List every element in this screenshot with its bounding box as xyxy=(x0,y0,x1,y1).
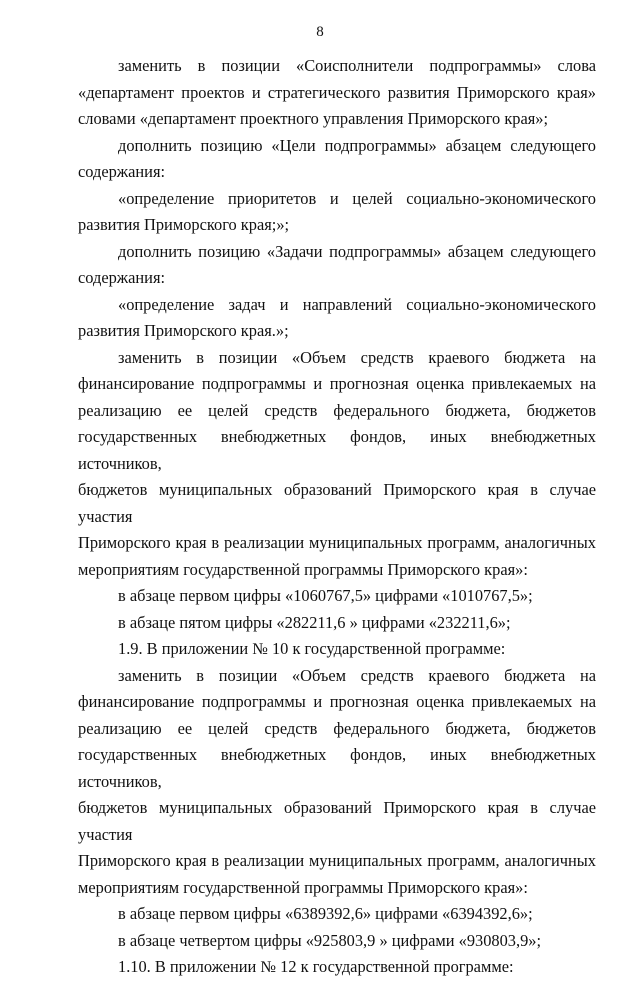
paragraph-section-heading: 1.9. В приложении № 10 к государственной программе: xyxy=(118,639,506,658)
paragraph-item: в абзаце первом цифры «6389392,6» цифрами «6394392,6»; xyxy=(118,904,533,923)
text-line: мероприятиям государственной программы Приморского края»: xyxy=(78,877,528,897)
page-number: 8 xyxy=(316,24,324,40)
paragraph-goals-text: «определение приоритетов и целей социально-экономического развития Приморского края;»; xyxy=(78,188,596,234)
paragraph-section-heading: 1.10. В приложении № 12 к государственной программе: xyxy=(118,957,514,976)
text-line: Приморского края в реализации муниципальных программ, аналогичных xyxy=(78,533,596,552)
text-line: заменить в позиции «Объем средств краевого бюджета на xyxy=(118,665,596,685)
paragraph-goals-intro: дополнить позицию «Цели подпрограммы» абзацем следующего содержания: xyxy=(78,135,596,181)
paragraph-item: в абзаце четвертом цифры «925803,9 » цифрами «930803,9»; xyxy=(118,930,542,950)
text-line: финансирование подпрограммы и прогнозная оценка привлекаемых на xyxy=(78,374,596,393)
text-line: Приморского края в реализации муниципальных программ, аналогичных xyxy=(78,851,596,870)
paragraph-item: в абзаце пятом цифры «282211,6 » цифрами «232211,6»; xyxy=(118,612,511,632)
text-line: мероприятиям государственной программы Приморского края»: xyxy=(78,559,528,579)
text-line: финансирование подпрограммы и прогнозная оценка привлекаемых на xyxy=(78,692,596,711)
text-line: государственных внебюджетных фондов, иных внебюджетных источников, xyxy=(78,427,596,473)
text-line: заменить в позиции «Объем средств краевого бюджета на xyxy=(118,347,596,367)
text-line: бюджетов муниципальных образований Приморского края в случае участия xyxy=(78,480,596,526)
document-body xyxy=(78,53,596,981)
paragraph-budget-volume-2 xyxy=(78,663,596,902)
text-line: государственных внебюджетных фондов, иных внебюджетных источников, xyxy=(78,745,596,791)
paragraph-coexecutors: заменить в позиции «Соисполнители подпрограммы» слова «департамент проектов и стратегического развития Приморского края» словами «департамент проектного управления Приморского края»; xyxy=(78,56,596,128)
paragraph-budget-volume-1 xyxy=(78,345,596,584)
text-line: реализацию ее целей средств федерального бюджета, бюджетов xyxy=(78,718,596,738)
paragraph-item: в абзаце первом цифры «1060767,5» цифрами «1010767,5»; xyxy=(118,586,533,605)
paragraph-tasks-text: «определение задач и направлений социально-экономического развития Приморского края.»; xyxy=(78,294,596,340)
text-line: реализацию ее целей средств федерального бюджета, бюджетов xyxy=(78,400,596,420)
text-line: бюджетов муниципальных образований Приморского края в случае участия xyxy=(78,798,596,844)
paragraph-tasks-intro: дополнить позицию «Задачи подпрограммы» абзацем следующего содержания: xyxy=(78,241,596,287)
